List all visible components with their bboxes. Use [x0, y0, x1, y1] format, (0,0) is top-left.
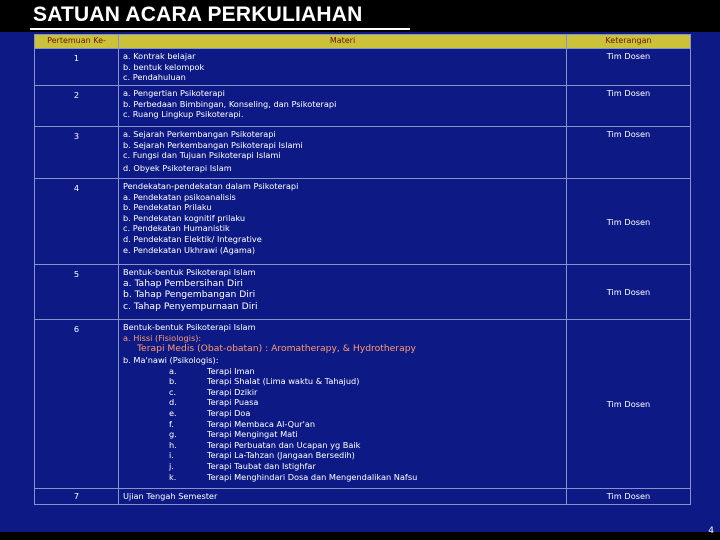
terapi-list: [123, 366, 562, 483]
materi-line: Pendekatan-pendekatan dalam Psikoterapi: [123, 181, 299, 191]
materi-line: e. Pendekatan Ukhrawi (Agama): [123, 244, 256, 255]
page-title: SATUAN ACARA PERKULIAHAN: [33, 3, 363, 26]
bottom-black-bar: [0, 532, 720, 540]
list-text: Terapi Perbuatan dan Ucapan yg Baik: [207, 439, 361, 450]
list-letter: a.: [169, 365, 177, 376]
row-materi: [119, 265, 567, 320]
materi-line: c. Fungsi dan Tujuan Psikoterapi Islami: [123, 150, 281, 161]
header-keterangan: Keterangan: [567, 35, 691, 49]
list-text: Terapi Mengingat Mati: [207, 429, 298, 440]
list-text: Terapi Puasa: [207, 397, 259, 408]
list-item: [123, 376, 562, 387]
list-letter: k.: [169, 471, 177, 482]
list-text: Terapi Taubat dan Istighfar: [207, 460, 316, 471]
materi-line: a. Pengertian Psikoterapi: [123, 88, 225, 98]
list-letter: g.: [169, 429, 177, 440]
table-row: [35, 86, 691, 127]
list-item: [123, 397, 562, 408]
materi-line: a. Tahap Pembersihan Diri: [123, 277, 243, 289]
row-number: 1: [35, 49, 119, 86]
row-keterangan: Tim Dosen: [567, 265, 691, 320]
table-row: [35, 320, 691, 489]
list-item: [123, 366, 562, 377]
materi-line: d. Pendekatan Elektik/ Integrative: [123, 233, 262, 244]
list-letter: b.: [169, 376, 177, 387]
row-keterangan: Tim Dosen: [567, 127, 691, 179]
row-keterangan: Tim Dosen: [567, 179, 691, 265]
table-row: [35, 127, 691, 179]
list-item: [123, 472, 562, 483]
materi-line: d. Obyek Psikoterapi Islam: [123, 162, 232, 173]
list-text: Terapi Menghindari Dosa dan Mengendalikan Nafsu: [207, 471, 418, 482]
row-number: 3: [35, 127, 119, 179]
list-letter: d.: [169, 397, 177, 408]
list-letter: e.: [169, 407, 177, 418]
table-row: [35, 489, 691, 505]
row-keterangan: Tim Dosen: [567, 86, 691, 127]
materi-heading: Bentuk-bentuk Psikoterapi Islam: [123, 322, 256, 332]
list-text: Terapi Dzikir: [207, 386, 258, 397]
row-keterangan: Tim Dosen: [567, 489, 691, 505]
list-text: Terapi La-Tahzan (Jangaan Bersedih): [207, 450, 355, 461]
materi-line: a. Sejarah Perkembangan Psikoterapi: [123, 129, 276, 139]
list-item: [123, 387, 562, 398]
row-materi: [119, 320, 567, 489]
list-item: [123, 419, 562, 430]
header-materi: Materi: [119, 35, 567, 49]
page-number: 4: [708, 526, 714, 536]
table-row: [35, 49, 691, 86]
list-letter: i.: [169, 450, 174, 461]
row-number: 6: [35, 320, 119, 489]
materi-line: b. Sejarah Perkembangan Psikoterapi Islami: [123, 139, 303, 150]
list-letter: j.: [169, 460, 174, 471]
materi-line: a. Kontrak belajar: [123, 51, 196, 61]
materi-line: c. Pendahuluan: [123, 72, 186, 83]
list-item: [123, 440, 562, 451]
list-letter: f.: [169, 418, 174, 429]
materi-line: b. bentuk kelompok: [123, 61, 205, 72]
row-number: 5: [35, 265, 119, 320]
course-schedule-table: [34, 34, 691, 505]
table-row: [35, 179, 691, 265]
row-keterangan: Tim Dosen: [567, 320, 691, 489]
row-number: 2: [35, 86, 119, 127]
header-pertemuan: Pertemuan Ke-: [35, 35, 119, 49]
medis-line: Terapi Medis (Obat-obatan) : Aromatherapy, & Hydrotherapy: [137, 343, 416, 355]
row-keterangan: Tim Dosen: [567, 49, 691, 86]
manawi-line: b. Ma'nawi (Psikologis):: [123, 354, 219, 365]
materi-line: c. Pendekatan Humanistik: [123, 223, 230, 234]
materi-line: b. Perbedaan Bimbingan, Konseling, dan Psikoterapi: [123, 98, 337, 109]
row-materi: [119, 49, 567, 86]
row-materi: [119, 489, 567, 505]
list-text: Terapi Shalat (Lima waktu & Tahajud): [207, 376, 360, 387]
list-item: [123, 408, 562, 419]
row-materi: [119, 179, 567, 265]
list-text: Terapi Membaca Al-Qur'an: [207, 418, 316, 429]
materi-line: Ujian Tengah Semester: [123, 491, 218, 501]
materi-line: a. Pendekatan psikoanalisis: [123, 191, 236, 202]
list-item: [123, 450, 562, 461]
materi-line: b. Pendekatan Prilaku: [123, 202, 212, 213]
title-underline: [30, 28, 410, 30]
table-row: [35, 265, 691, 320]
row-number: 7: [35, 489, 119, 505]
list-letter: h.: [169, 439, 177, 450]
hissi-line: [123, 333, 562, 344]
list-letter: c.: [169, 386, 177, 397]
row-number: 4: [35, 179, 119, 265]
row-materi: [119, 127, 567, 179]
materi-line: b. Tahap Pengembangan Diri: [123, 289, 256, 301]
materi-heading: Bentuk-bentuk Psikoterapi Islam: [123, 267, 256, 277]
row-materi: [119, 86, 567, 127]
materi-line: c. Ruang Lingkup Psikoterapi.: [123, 109, 244, 120]
hissi-label: a. Hissi (Fisiologis):: [123, 332, 202, 343]
materi-line: b. Pendekatan kognitif prilaku: [123, 212, 246, 223]
list-text: Terapi Doa: [207, 407, 251, 418]
table-header-row: [35, 35, 691, 49]
list-item: [123, 429, 562, 440]
list-item: [123, 461, 562, 472]
materi-line: c. Tahap Penyempurnaan Diri: [123, 301, 258, 313]
list-text: Terapi Iman: [207, 365, 255, 376]
